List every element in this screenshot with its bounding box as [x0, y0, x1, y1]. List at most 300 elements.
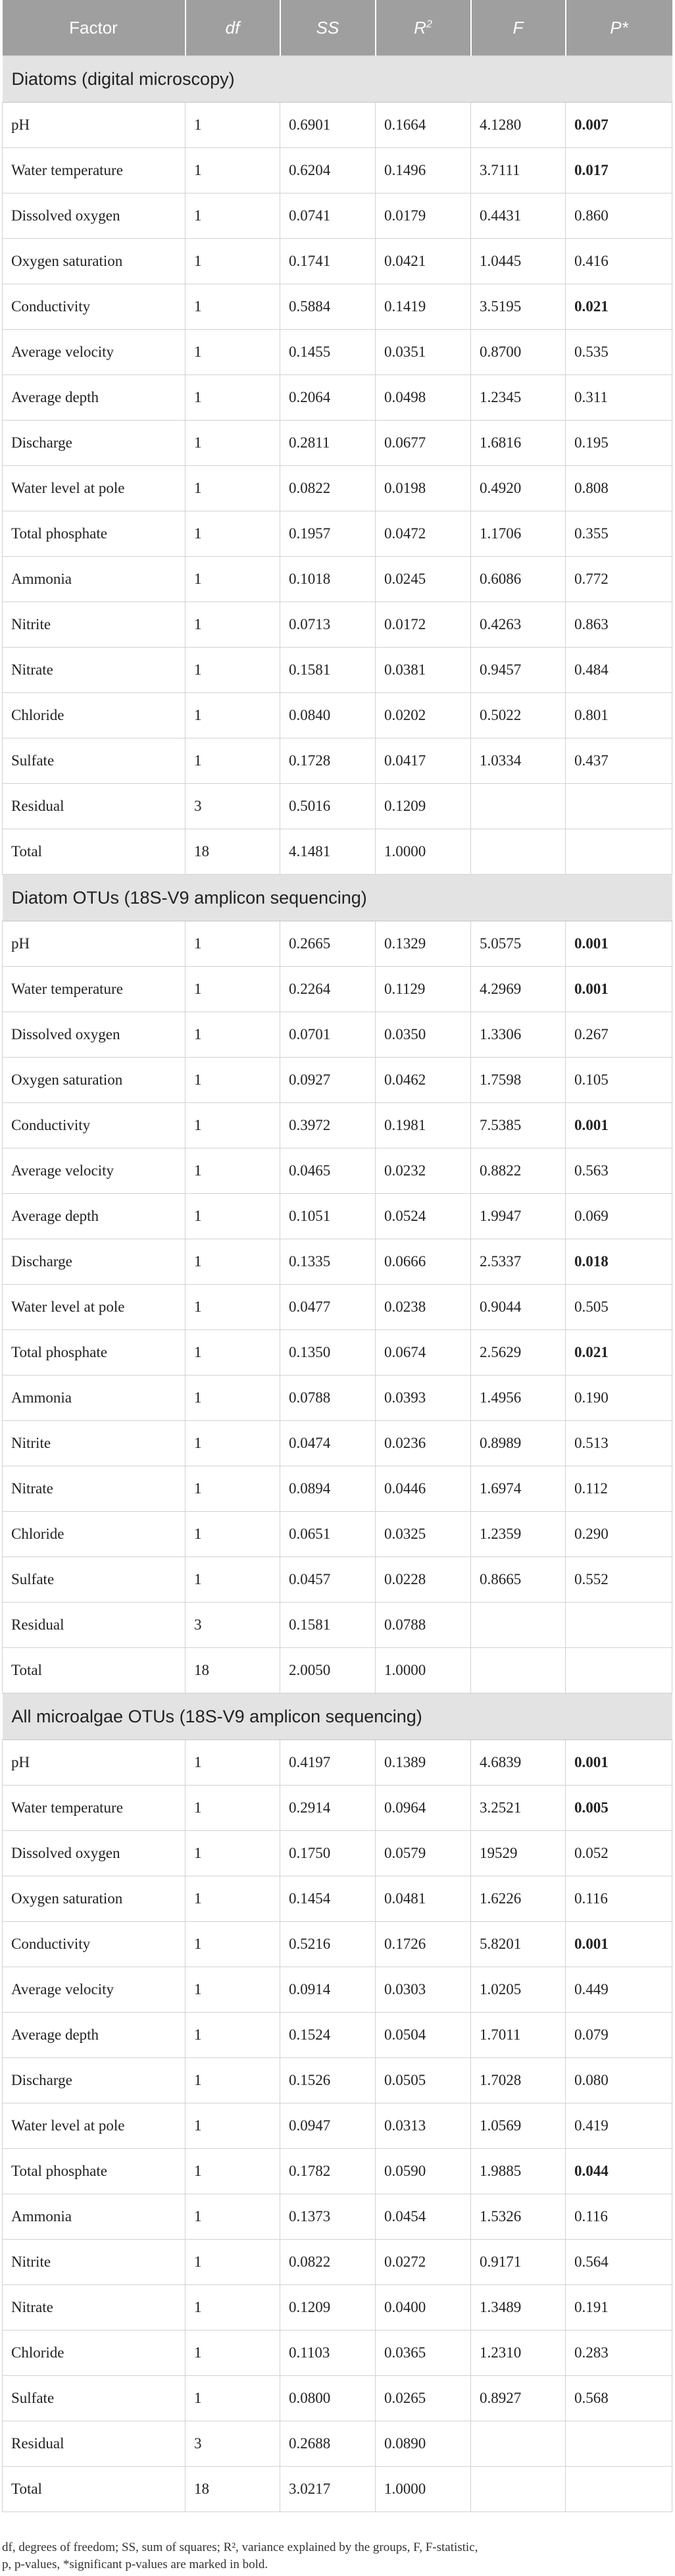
cell-r2: 0.0505: [376, 2058, 471, 2103]
cell-ss: 2.0050: [280, 1648, 376, 1693]
table-row: [3, 1876, 672, 1922]
cell-p: 0.863: [566, 602, 672, 648]
cell-f: 1.3306: [471, 1012, 566, 1058]
cell-f: 1.1706: [471, 511, 566, 557]
cell-df: 1: [186, 1376, 280, 1421]
cell-factor: Nitrite: [3, 602, 186, 648]
table-row: [3, 1194, 672, 1239]
cell-p: 0.007: [566, 103, 672, 148]
table-row: [3, 2149, 672, 2194]
cell-factor: Average velocity: [3, 1148, 186, 1194]
cell-r2: 0.1129: [376, 967, 471, 1012]
cell-factor: Water level at pole: [3, 1285, 186, 1330]
cell-ss: 0.0927: [280, 1058, 376, 1103]
cell-factor: Oxygen saturation: [3, 1876, 186, 1922]
table-row: [3, 2331, 672, 2376]
cell-p: 0.105: [566, 1058, 672, 1103]
cell-f: 0.9044: [471, 1285, 566, 1330]
cell-factor: Discharge: [3, 2058, 186, 2103]
cell-f: 2.5337: [471, 1239, 566, 1285]
cell-p: [566, 1648, 672, 1693]
section-title: Diatom OTUs (18S-V9 amplicon sequencing): [3, 875, 672, 921]
table-row: [3, 1740, 672, 1786]
cell-factor: Oxygen saturation: [3, 1058, 186, 1103]
cell-p: 0.044: [566, 2149, 672, 2194]
table-row: [3, 103, 672, 148]
cell-p: 0.195: [566, 421, 672, 466]
cell-ss: 0.0741: [280, 193, 376, 239]
cell-ss: 0.1782: [280, 2149, 376, 2194]
cell-factor: Discharge: [3, 1239, 186, 1285]
table-row: [3, 239, 672, 284]
cell-r2: 0.0232: [376, 1148, 471, 1194]
cell-r2: 0.0590: [376, 2149, 471, 2194]
cell-ss: 0.5216: [280, 1922, 376, 1967]
cell-f: 0.8665: [471, 1557, 566, 1603]
section-header-row: [3, 56, 672, 103]
cell-p: 0.564: [566, 2240, 672, 2285]
cell-f: 2.5629: [471, 1330, 566, 1376]
cell-f: 1.0445: [471, 239, 566, 284]
cell-factor: pH: [3, 1740, 186, 1786]
cell-r2: 0.0674: [376, 1330, 471, 1376]
column-header-ss: SS: [280, 0, 376, 56]
r2-symbol: R: [414, 17, 426, 38]
cell-df: 1: [186, 2194, 280, 2240]
cell-f: 1.4956: [471, 1376, 566, 1421]
cell-factor: Conductivity: [3, 1922, 186, 1967]
cell-ss: 0.1454: [280, 1876, 376, 1922]
cell-df: 1: [186, 1922, 280, 1967]
cell-p: 0.484: [566, 648, 672, 693]
cell-df: 1: [186, 2285, 280, 2331]
cell-df: 1: [186, 193, 280, 239]
cell-p: 0.505: [566, 1285, 672, 1330]
cell-f: 3.2521: [471, 1786, 566, 1831]
cell-f: 4.2969: [471, 967, 566, 1012]
cell-factor: Water temperature: [3, 967, 186, 1012]
cell-factor: Chloride: [3, 1512, 186, 1557]
cell-p: 0.290: [566, 1512, 672, 1557]
table-row: [3, 557, 672, 602]
cell-ss: 0.0914: [280, 1967, 376, 2013]
cell-f: [471, 2421, 566, 2467]
cell-factor: Sulfate: [3, 2376, 186, 2421]
cell-ss: 0.1581: [280, 648, 376, 693]
cell-factor: Nitrate: [3, 2285, 186, 2331]
cell-p: 0.018: [566, 1239, 672, 1285]
cell-f: 1.2359: [471, 1512, 566, 1557]
cell-df: 1: [186, 1466, 280, 1512]
cell-df: 1: [186, 1012, 280, 1058]
table-row: [3, 1786, 672, 1831]
section-header-row: [3, 875, 672, 921]
cell-p: 0.069: [566, 1194, 672, 1239]
cell-ss: 0.0474: [280, 1421, 376, 1466]
cell-p: 0.808: [566, 466, 672, 511]
cell-f: 19529: [471, 1831, 566, 1876]
cell-ss: 0.5884: [280, 284, 376, 330]
cell-f: 1.0205: [471, 1967, 566, 2013]
cell-r2: 0.0446: [376, 1466, 471, 1512]
cell-r2: 0.0524: [376, 1194, 471, 1239]
cell-factor: Discharge: [3, 421, 186, 466]
table-row: [3, 1512, 672, 1557]
cell-factor: Ammonia: [3, 2194, 186, 2240]
table-row: [3, 1330, 672, 1376]
cell-r2: 0.0350: [376, 1012, 471, 1058]
cell-ss: 0.6204: [280, 148, 376, 193]
cell-df: 1: [186, 1967, 280, 2013]
cell-f: 5.8201: [471, 1922, 566, 1967]
table-row: [3, 2103, 672, 2149]
cell-ss: 0.0822: [280, 466, 376, 511]
cell-ss: 0.0788: [280, 1376, 376, 1421]
cell-factor: Dissolved oxygen: [3, 1831, 186, 1876]
table-row: [3, 1103, 672, 1148]
cell-ss: 0.1350: [280, 1330, 376, 1376]
table-row: [3, 738, 672, 784]
table-row: [3, 1648, 672, 1693]
table-row: [3, 2194, 672, 2240]
cell-f: 3.7111: [471, 148, 566, 193]
section-header-row: [3, 1693, 672, 1740]
cell-ss: 0.0822: [280, 2240, 376, 2285]
cell-r2: 0.0228: [376, 1557, 471, 1603]
cell-factor: Ammonia: [3, 557, 186, 602]
table-row: [3, 466, 672, 511]
cell-p: 0.801: [566, 693, 672, 738]
cell-factor: Oxygen saturation: [3, 239, 186, 284]
cell-factor: Average depth: [3, 375, 186, 421]
cell-r2: 1.0000: [376, 829, 471, 875]
cell-ss: 0.0840: [280, 693, 376, 738]
cell-r2: 0.0351: [376, 330, 471, 375]
cell-df: 1: [186, 2103, 280, 2149]
cell-f: [471, 829, 566, 875]
cell-ss: 0.1728: [280, 738, 376, 784]
cell-ss: 0.1526: [280, 2058, 376, 2103]
cell-ss: 0.1103: [280, 2331, 376, 2376]
table-row: [3, 602, 672, 648]
cell-r2: 0.0498: [376, 375, 471, 421]
cell-r2: 0.0325: [376, 1512, 471, 1557]
cell-factor: Average depth: [3, 1194, 186, 1239]
cell-p: 0.449: [566, 1967, 672, 2013]
cell-r2: 0.1981: [376, 1103, 471, 1148]
cell-factor: Total: [3, 829, 186, 875]
cell-ss: 0.0465: [280, 1148, 376, 1194]
cell-factor: Total phosphate: [3, 511, 186, 557]
cell-factor: Average velocity: [3, 1967, 186, 2013]
cell-f: 1.0569: [471, 2103, 566, 2149]
table-row: [3, 2467, 672, 2512]
cell-factor: Chloride: [3, 2331, 186, 2376]
cell-df: 3: [186, 1603, 280, 1648]
cell-df: 1: [186, 1512, 280, 1557]
cell-factor: Total: [3, 1648, 186, 1693]
cell-f: 0.4431: [471, 193, 566, 239]
table-row: [3, 1058, 672, 1103]
table-row: [3, 967, 672, 1012]
cell-r2: 0.0313: [376, 2103, 471, 2149]
cell-p: 0.001: [566, 1922, 672, 1967]
cell-f: 1.3489: [471, 2285, 566, 2331]
cell-r2: 0.0481: [376, 1876, 471, 1922]
table-row: [3, 511, 672, 557]
cell-factor: Conductivity: [3, 1103, 186, 1148]
cell-ss: 0.1524: [280, 2013, 376, 2058]
cell-df: 1: [186, 1239, 280, 1285]
cell-df: 3: [186, 2421, 280, 2467]
table-row: [3, 648, 672, 693]
cell-p: 0.021: [566, 1330, 672, 1376]
section-title: All microalgae OTUs (18S-V9 amplicon sequencing): [3, 1693, 672, 1740]
table-row: [3, 1239, 672, 1285]
cell-p: 0.535: [566, 330, 672, 375]
cell-f: 7.5385: [471, 1103, 566, 1148]
cell-r2: 0.0172: [376, 602, 471, 648]
cell-df: 1: [186, 375, 280, 421]
cell-df: 1: [186, 466, 280, 511]
table-header: [3, 0, 672, 56]
table-row: [3, 193, 672, 239]
cell-r2: 0.1389: [376, 1740, 471, 1786]
cell-f: 0.8989: [471, 1421, 566, 1466]
cell-factor: Water level at pole: [3, 2103, 186, 2149]
table-row: [3, 1967, 672, 2013]
cell-ss: 0.2665: [280, 921, 376, 967]
table-row: [3, 1557, 672, 1603]
cell-df: 1: [186, 2240, 280, 2285]
cell-r2: 0.0303: [376, 1967, 471, 2013]
cell-p: 0.001: [566, 1740, 672, 1786]
cell-ss: 0.1051: [280, 1194, 376, 1239]
cell-p: 0.001: [566, 921, 672, 967]
cell-ss: 0.1335: [280, 1239, 376, 1285]
table-row: [3, 784, 672, 829]
cell-df: 1: [186, 1557, 280, 1603]
cell-p: 0.017: [566, 148, 672, 193]
table-row: [3, 1831, 672, 1876]
cell-df: 1: [186, 239, 280, 284]
cell-df: 1: [186, 1285, 280, 1330]
cell-factor: Sulfate: [3, 1557, 186, 1603]
cell-f: 1.7598: [471, 1058, 566, 1103]
cell-f: 1.9947: [471, 1194, 566, 1239]
cell-r2: 0.0272: [376, 2240, 471, 2285]
cell-f: 1.7028: [471, 2058, 566, 2103]
cell-df: 1: [186, 2013, 280, 2058]
cell-df: 18: [186, 1648, 280, 1693]
cell-r2: 0.1419: [376, 284, 471, 330]
cell-df: 1: [186, 1103, 280, 1148]
cell-factor: Chloride: [3, 693, 186, 738]
cell-r2: 0.0677: [376, 421, 471, 466]
cell-p: [566, 2421, 672, 2467]
cell-df: 1: [186, 1148, 280, 1194]
cell-df: 1: [186, 1330, 280, 1376]
cell-r2: 0.0381: [376, 648, 471, 693]
cell-df: 1: [186, 557, 280, 602]
cell-f: 0.9171: [471, 2240, 566, 2285]
cell-r2: 0.1329: [376, 921, 471, 967]
cell-ss: 0.1581: [280, 1603, 376, 1648]
cell-p: [566, 2467, 672, 2512]
table-row: [3, 148, 672, 193]
column-header-df: df: [186, 0, 280, 56]
cell-ss: 0.0947: [280, 2103, 376, 2149]
cell-p: [566, 1603, 672, 1648]
cell-ss: 0.2064: [280, 375, 376, 421]
cell-f: 3.5195: [471, 284, 566, 330]
cell-r2: 0.0198: [376, 466, 471, 511]
table-row: [3, 1922, 672, 1967]
cell-p: 0.416: [566, 239, 672, 284]
cell-p: 0.772: [566, 557, 672, 602]
cell-r2: 0.0417: [376, 738, 471, 784]
header-row: [3, 0, 672, 56]
cell-df: 18: [186, 829, 280, 875]
table-row: [3, 1148, 672, 1194]
cell-ss: 0.0701: [280, 1012, 376, 1058]
cell-factor: Conductivity: [3, 284, 186, 330]
table-row: [3, 1376, 672, 1421]
cell-f: 0.5022: [471, 693, 566, 738]
cell-f: [471, 1603, 566, 1648]
cell-df: 1: [186, 967, 280, 1012]
cell-f: 1.7011: [471, 2013, 566, 2058]
cell-p: 0.079: [566, 2013, 672, 2058]
permanova-table: [2, 0, 672, 2512]
table-row: [3, 693, 672, 738]
cell-p: 0.437: [566, 738, 672, 784]
cell-df: 1: [186, 1876, 280, 1922]
cell-ss: 0.0477: [280, 1285, 376, 1330]
cell-factor: Water temperature: [3, 1786, 186, 1831]
cell-p: 0.419: [566, 2103, 672, 2149]
cell-df: 1: [186, 284, 280, 330]
cell-ss: 0.1741: [280, 239, 376, 284]
cell-f: 1.6974: [471, 1466, 566, 1512]
cell-r2: 0.0964: [376, 1786, 471, 1831]
cell-df: 1: [186, 330, 280, 375]
cell-f: 1.2310: [471, 2331, 566, 2376]
cell-r2: 0.0462: [376, 1058, 471, 1103]
cell-p: 0.005: [566, 1786, 672, 1831]
cell-f: 0.4263: [471, 602, 566, 648]
cell-factor: Water temperature: [3, 148, 186, 193]
cell-r2: 0.0890: [376, 2421, 471, 2467]
cell-df: 1: [186, 1194, 280, 1239]
cell-df: 1: [186, 2376, 280, 2421]
cell-factor: pH: [3, 921, 186, 967]
table-row: [3, 1466, 672, 1512]
cell-p: 0.267: [566, 1012, 672, 1058]
cell-ss: 0.6901: [280, 103, 376, 148]
table-row: [3, 375, 672, 421]
cell-ss: 0.0894: [280, 1466, 376, 1512]
cell-p: 0.190: [566, 1376, 672, 1421]
cell-factor: Nitrate: [3, 1466, 186, 1512]
cell-factor: Residual: [3, 2421, 186, 2467]
cell-f: 5.0575: [471, 921, 566, 967]
cell-p: 0.116: [566, 1876, 672, 1922]
cell-df: 1: [186, 693, 280, 738]
cell-df: 1: [186, 648, 280, 693]
cell-r2: 0.1496: [376, 148, 471, 193]
cell-p: 0.355: [566, 511, 672, 557]
cell-f: [471, 1648, 566, 1693]
cell-f: 1.0334: [471, 738, 566, 784]
cell-p: 0.021: [566, 284, 672, 330]
cell-ss: 0.1209: [280, 2285, 376, 2331]
cell-p: 0.552: [566, 1557, 672, 1603]
cell-factor: Dissolved oxygen: [3, 193, 186, 239]
cell-f: [471, 2467, 566, 2512]
cell-r2: 0.0265: [376, 2376, 471, 2421]
table-body: [3, 56, 672, 2512]
cell-f: 1.2345: [471, 375, 566, 421]
cell-p: 0.001: [566, 1103, 672, 1148]
cell-df: 1: [186, 511, 280, 557]
cell-p: 0.283: [566, 2331, 672, 2376]
cell-f: 0.4920: [471, 466, 566, 511]
cell-r2: 0.0236: [376, 1421, 471, 1466]
cell-r2: 1.0000: [376, 2467, 471, 2512]
cell-factor: Nitrite: [3, 2240, 186, 2285]
cell-p: 0.513: [566, 1421, 672, 1466]
cell-df: 1: [186, 1058, 280, 1103]
table-row: [3, 829, 672, 875]
cell-r2: 0.1726: [376, 1922, 471, 1967]
cell-r2: 0.1209: [376, 784, 471, 829]
cell-f: 4.6839: [471, 1740, 566, 1786]
cell-f: [471, 784, 566, 829]
cell-factor: Total: [3, 2467, 186, 2512]
table-row: [3, 2285, 672, 2331]
cell-factor: pH: [3, 103, 186, 148]
table-footnote: [2, 2539, 672, 2573]
cell-p: 0.191: [566, 2285, 672, 2331]
cell-f: 0.6086: [471, 557, 566, 602]
cell-factor: Residual: [3, 784, 186, 829]
cell-df: 1: [186, 921, 280, 967]
cell-ss: 4.1481: [280, 829, 376, 875]
cell-f: 0.8700: [471, 330, 566, 375]
cell-ss: 0.0651: [280, 1512, 376, 1557]
table-row: [3, 1421, 672, 1466]
column-header-p: P*: [566, 0, 672, 56]
cell-ss: 0.4197: [280, 1740, 376, 1786]
cell-factor: Dissolved oxygen: [3, 1012, 186, 1058]
cell-p: 0.568: [566, 2376, 672, 2421]
table-row: [3, 2058, 672, 2103]
cell-r2: 0.0365: [376, 2331, 471, 2376]
cell-df: 1: [186, 602, 280, 648]
cell-f: 1.6226: [471, 1876, 566, 1922]
cell-p: 0.860: [566, 193, 672, 239]
cell-f: 1.5326: [471, 2194, 566, 2240]
cell-r2: 0.0245: [376, 557, 471, 602]
cell-ss: 0.1750: [280, 1831, 376, 1876]
cell-ss: 0.3972: [280, 1103, 376, 1148]
cell-r2: 0.0504: [376, 2013, 471, 2058]
cell-r2: 0.0666: [376, 1239, 471, 1285]
cell-p: 0.116: [566, 2194, 672, 2240]
cell-df: 18: [186, 2467, 280, 2512]
column-header-factor: Factor: [3, 0, 186, 56]
